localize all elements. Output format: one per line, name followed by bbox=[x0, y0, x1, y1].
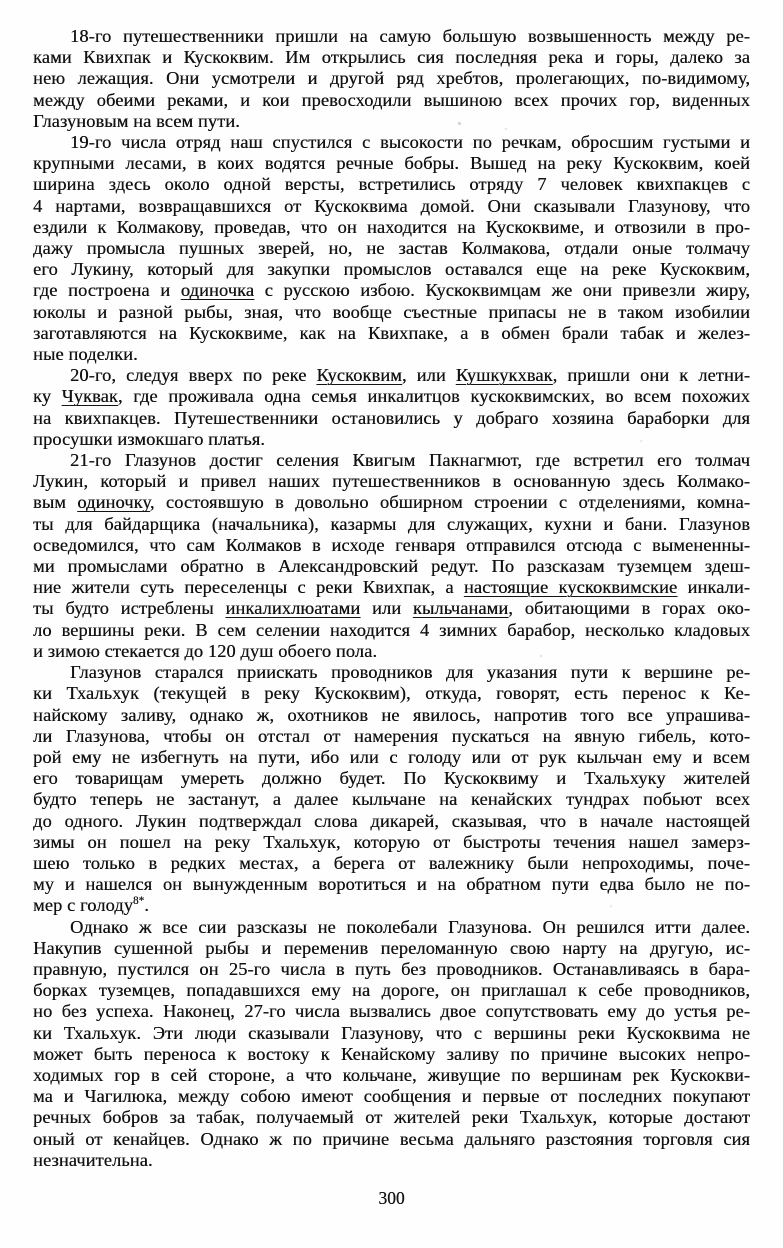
text-line bbox=[33, 705, 750, 726]
text-segment: ками Квихпак и Кускоквим. Им открылись сия последняя река и горы, далеко за bbox=[33, 47, 750, 68]
text-segment: ездили к Колмакову, проведав, что он находится на Кускоквиме, и отвозили в про- bbox=[33, 216, 750, 237]
text-segment: Лукин, который и привел наших путешественников в основанную здесь Колмако- bbox=[33, 471, 750, 492]
text-segment: ло вершины реки. В сем селении находится 4 зимних барабор, несколько кладовых bbox=[33, 619, 750, 640]
text-segment: му и нашелся он вынужденным воротиться и на обратном пути едва было не по- bbox=[33, 874, 750, 895]
text-line bbox=[33, 471, 750, 492]
text-line bbox=[33, 556, 750, 577]
text-line bbox=[33, 1001, 750, 1022]
text-line bbox=[33, 577, 750, 598]
text-line bbox=[33, 111, 750, 132]
text-segment: найскому заливу, однако ж, охотников не явилось, напротив того все упрашива- bbox=[33, 704, 750, 725]
text-line bbox=[33, 196, 750, 217]
text-segment: оный от кенайцев. Однако ж по причине весьма дальняго разстояния торговля сия bbox=[33, 1128, 750, 1149]
text-segment: будто теперь не застанут, а далее кыльчане на кенайских тундрах побьют всех bbox=[33, 789, 750, 810]
text-line bbox=[33, 492, 750, 513]
text-segment: и зимою стекается до 120 душ обоего пола. bbox=[33, 640, 378, 661]
text-segment: 21-го Глазунов достиг селения Квигым Пакнагмют, где встретил его толмач bbox=[70, 450, 750, 471]
text-segment: ние жители суть переселенцы с реки Квихпак, а bbox=[33, 577, 464, 598]
text-line bbox=[33, 514, 750, 535]
text-segment: где построена и bbox=[33, 280, 181, 301]
text-line bbox=[33, 895, 750, 916]
text-segment: его Лукину, который для закупки промыслов оставался еще на реке Кускоквим, bbox=[33, 259, 750, 280]
text-segment: рой ему не избегнуть на пути, ибо или с голоду или от рук кыльчан ему и всем bbox=[33, 746, 750, 767]
text-segment: осведомился, что сам Колмаков в исходе генваря отправился отсюда с вымененны- bbox=[33, 534, 750, 555]
text-segment: ты для байдарщика (начальника), казармы для служащих, кухни и бани. Глазунов bbox=[33, 513, 750, 534]
scan-noise-speck bbox=[505, 128, 507, 130]
text-line bbox=[33, 768, 750, 789]
scan-noise-speck bbox=[466, 246, 469, 248]
text-line bbox=[33, 811, 750, 832]
text-line bbox=[33, 68, 750, 89]
text-line bbox=[33, 1107, 750, 1128]
underlined-term: настоящие кускоквимские bbox=[463, 577, 678, 598]
text-segment: может быть переноса к востоку к Кенайскому заливу по причине высоких непро- bbox=[33, 1043, 750, 1064]
text-segment: дажу промысла пушных зверей, но, не застав Колмакова, отдали оные толмачу bbox=[33, 238, 750, 259]
underlined-term: одиночку bbox=[77, 492, 150, 513]
text-line bbox=[33, 153, 750, 174]
text-segment: мер с голоду bbox=[33, 895, 133, 916]
text-segment: до одного. Лукин подтверждал слова дикарей, сказывая, что в начале настоящей bbox=[33, 810, 750, 831]
text-segment: . bbox=[144, 895, 149, 916]
text-line bbox=[33, 747, 750, 768]
text-segment: , пришли они к летни- bbox=[552, 365, 751, 386]
text-line bbox=[33, 408, 750, 429]
text-line bbox=[33, 598, 750, 619]
text-segment: ми промыслами обратно в Александровский редут. По разсказам туземцем здеш- bbox=[33, 556, 750, 577]
text-line bbox=[33, 386, 750, 407]
underlined-term: инкалихлюатами bbox=[225, 598, 361, 619]
underlined-term: Чуквак bbox=[61, 386, 118, 407]
text-line bbox=[33, 959, 750, 980]
scan-noise-speck bbox=[471, 143, 473, 145]
text-line bbox=[33, 726, 750, 747]
text-segment: с русскою избою. Кускоквимцам же они привезли жиру, bbox=[254, 280, 750, 301]
text-segment: незначительна. bbox=[33, 1149, 153, 1170]
text-line bbox=[33, 1044, 750, 1065]
text-segment: 20-го, следуя вверх по реке bbox=[70, 365, 317, 386]
text-segment: Глазуновым на всем пути. bbox=[33, 110, 240, 131]
text-segment: крупными лесами, в коих водятся речные бобры. Вышед на реку Кускоквим, коей bbox=[33, 153, 750, 174]
text-segment: или bbox=[360, 598, 413, 619]
text-line bbox=[33, 853, 750, 874]
text-segment: , состоявшую в довольно обширном строении с отделениями, комна- bbox=[149, 492, 750, 513]
scan-noise-speck bbox=[540, 655, 542, 657]
text-segment: ширина здесь около одной версты, встретились отряду 7 человек квихпакцев с bbox=[33, 174, 750, 195]
underlined-term: Кускоквим bbox=[316, 365, 402, 386]
footnote-marker: 8* bbox=[133, 895, 145, 908]
text-line bbox=[33, 1129, 750, 1150]
text-line bbox=[33, 280, 750, 301]
underlined-term: одиночка bbox=[180, 280, 255, 301]
text-segment: Однако ж все сии разсказы не поколебали Глазунова. Он решился итти далее. bbox=[70, 916, 750, 937]
text-line bbox=[33, 174, 750, 195]
text-segment: речных бобров за табак, получаемый от жителей реки Тхальхук, которые достают bbox=[33, 1107, 750, 1128]
text-line bbox=[33, 641, 750, 662]
text-line bbox=[33, 535, 750, 556]
text-line bbox=[33, 90, 750, 111]
text-line bbox=[33, 344, 750, 365]
text-line bbox=[33, 217, 750, 238]
underlined-term: кыльчанами bbox=[412, 598, 509, 619]
text-segment: шею только в редких местах, а берега от валежнику были непроходимы, поче- bbox=[33, 852, 750, 873]
underlined-term: Кушкукхвак bbox=[455, 365, 553, 386]
text-segment: , обитающими в горах око- bbox=[508, 598, 750, 619]
scan-noise-speck bbox=[610, 905, 612, 907]
page-text bbox=[33, 26, 750, 1171]
text-segment: но без успеха. Наконец, 27-го числа вызвались двое сопутствовать ему до устья ре- bbox=[33, 1001, 750, 1022]
text-line bbox=[33, 26, 750, 47]
text-line bbox=[33, 323, 750, 344]
text-segment: правную, пустился он 25-го числа в путь без проводников. Останавливаясь в бара- bbox=[33, 958, 750, 979]
scan-noise-speck bbox=[300, 221, 302, 223]
text-line bbox=[33, 1150, 750, 1171]
text-segment: ки Тхальхук (текущей в реку Кускоквим), откуда, говорят, есть перенос к Ке- bbox=[33, 683, 750, 704]
text-segment: инкали- bbox=[677, 577, 750, 598]
text-line bbox=[33, 132, 750, 153]
text-line bbox=[33, 620, 750, 641]
text-segment: , где проживала одна семья инкалитцов кускоквимских, во всем похожих bbox=[117, 386, 750, 407]
text-segment: между обеими реками, и кои превосходили вышиною всех прочих гор, виденных bbox=[33, 89, 750, 110]
text-segment: зимы он пошел на реку Тхальхук, которую от быстроты течения нашел замерз- bbox=[33, 831, 750, 852]
text-segment: борках туземцев, попадавшихся ему на дороге, он приглашал к себе проводников, bbox=[33, 980, 750, 1001]
text-segment: , или bbox=[401, 365, 456, 386]
text-line bbox=[33, 938, 750, 959]
text-line bbox=[33, 259, 750, 280]
text-line bbox=[33, 789, 750, 810]
text-segment: на квихпакцев. Путешественники остановились у добраго хозяина бараборки для bbox=[33, 407, 750, 428]
text-segment: просушки измокшаго платья. bbox=[33, 428, 265, 449]
text-segment: заготавляются на Кускоквиме, как на Квихпаке, а в обмен брали табак и желез- bbox=[33, 322, 750, 343]
text-line bbox=[33, 47, 750, 68]
text-line bbox=[33, 980, 750, 1001]
text-segment: Накупив сушенной рыбы и переменив переломанную свою нарту на другую, ис- bbox=[33, 937, 750, 958]
scan-noise-speck bbox=[640, 440, 642, 442]
text-segment: ные поделки. bbox=[33, 344, 138, 365]
text-segment: нею лежащия. Они усмотрели и другой ряд хребтов, пролегающих, по-видимому, bbox=[33, 68, 750, 89]
text-segment: вым bbox=[33, 492, 78, 513]
text-segment: ли Глазунова, чтобы он отстал от намерения пускаться на явную гибель, кото- bbox=[33, 725, 750, 746]
text-line bbox=[33, 365, 750, 386]
text-segment: 18-го путешественники пришли на самую большую возвышенность между ре- bbox=[70, 26, 750, 46]
text-line bbox=[33, 429, 750, 450]
text-segment: ходимых гор в сей стороне, а что кольчане, живущие по вершинам рек Кускокви- bbox=[33, 1064, 750, 1085]
page-number: 300 bbox=[378, 1188, 405, 1208]
text-line bbox=[33, 683, 750, 704]
text-segment: 4 нартами, возвращавшихся от Кускоквима домой. Они сказывали Глазунову, что bbox=[33, 195, 750, 216]
text-line bbox=[33, 662, 750, 683]
text-line bbox=[33, 302, 750, 323]
text-segment: ты будто истреблены bbox=[33, 598, 226, 619]
text-line bbox=[33, 1023, 750, 1044]
text-line bbox=[33, 1065, 750, 1086]
text-segment: его товарищам умереть должно будет. По Кускоквиму и Тхальхуку жителей bbox=[33, 768, 750, 789]
text-line bbox=[33, 1086, 750, 1107]
text-line bbox=[33, 874, 750, 895]
scan-noise-speck bbox=[458, 122, 461, 125]
text-segment: юколы и разной рыбы, зная, что вообще съестные припасы не в таком изобилии bbox=[33, 301, 750, 322]
text-segment: ки Тхальхук. Эти люди сказывали Глазунову, что с вершины реки Кускоквима не bbox=[33, 1022, 750, 1043]
text-segment: ма и Чагилюка, между собою имеют сообщения и первые от последних покупают bbox=[33, 1086, 750, 1107]
text-segment: 19-го числа отряд наш спустился с высокости по речкам, обросшим густыми и bbox=[70, 132, 750, 153]
text-segment: Глазунов старался приискать проводников для указания пути к вершине ре- bbox=[70, 662, 750, 683]
text-line bbox=[33, 450, 750, 471]
text-line bbox=[33, 238, 750, 259]
text-line bbox=[33, 832, 750, 853]
text-segment: ку bbox=[33, 386, 62, 407]
text-line bbox=[33, 917, 750, 938]
